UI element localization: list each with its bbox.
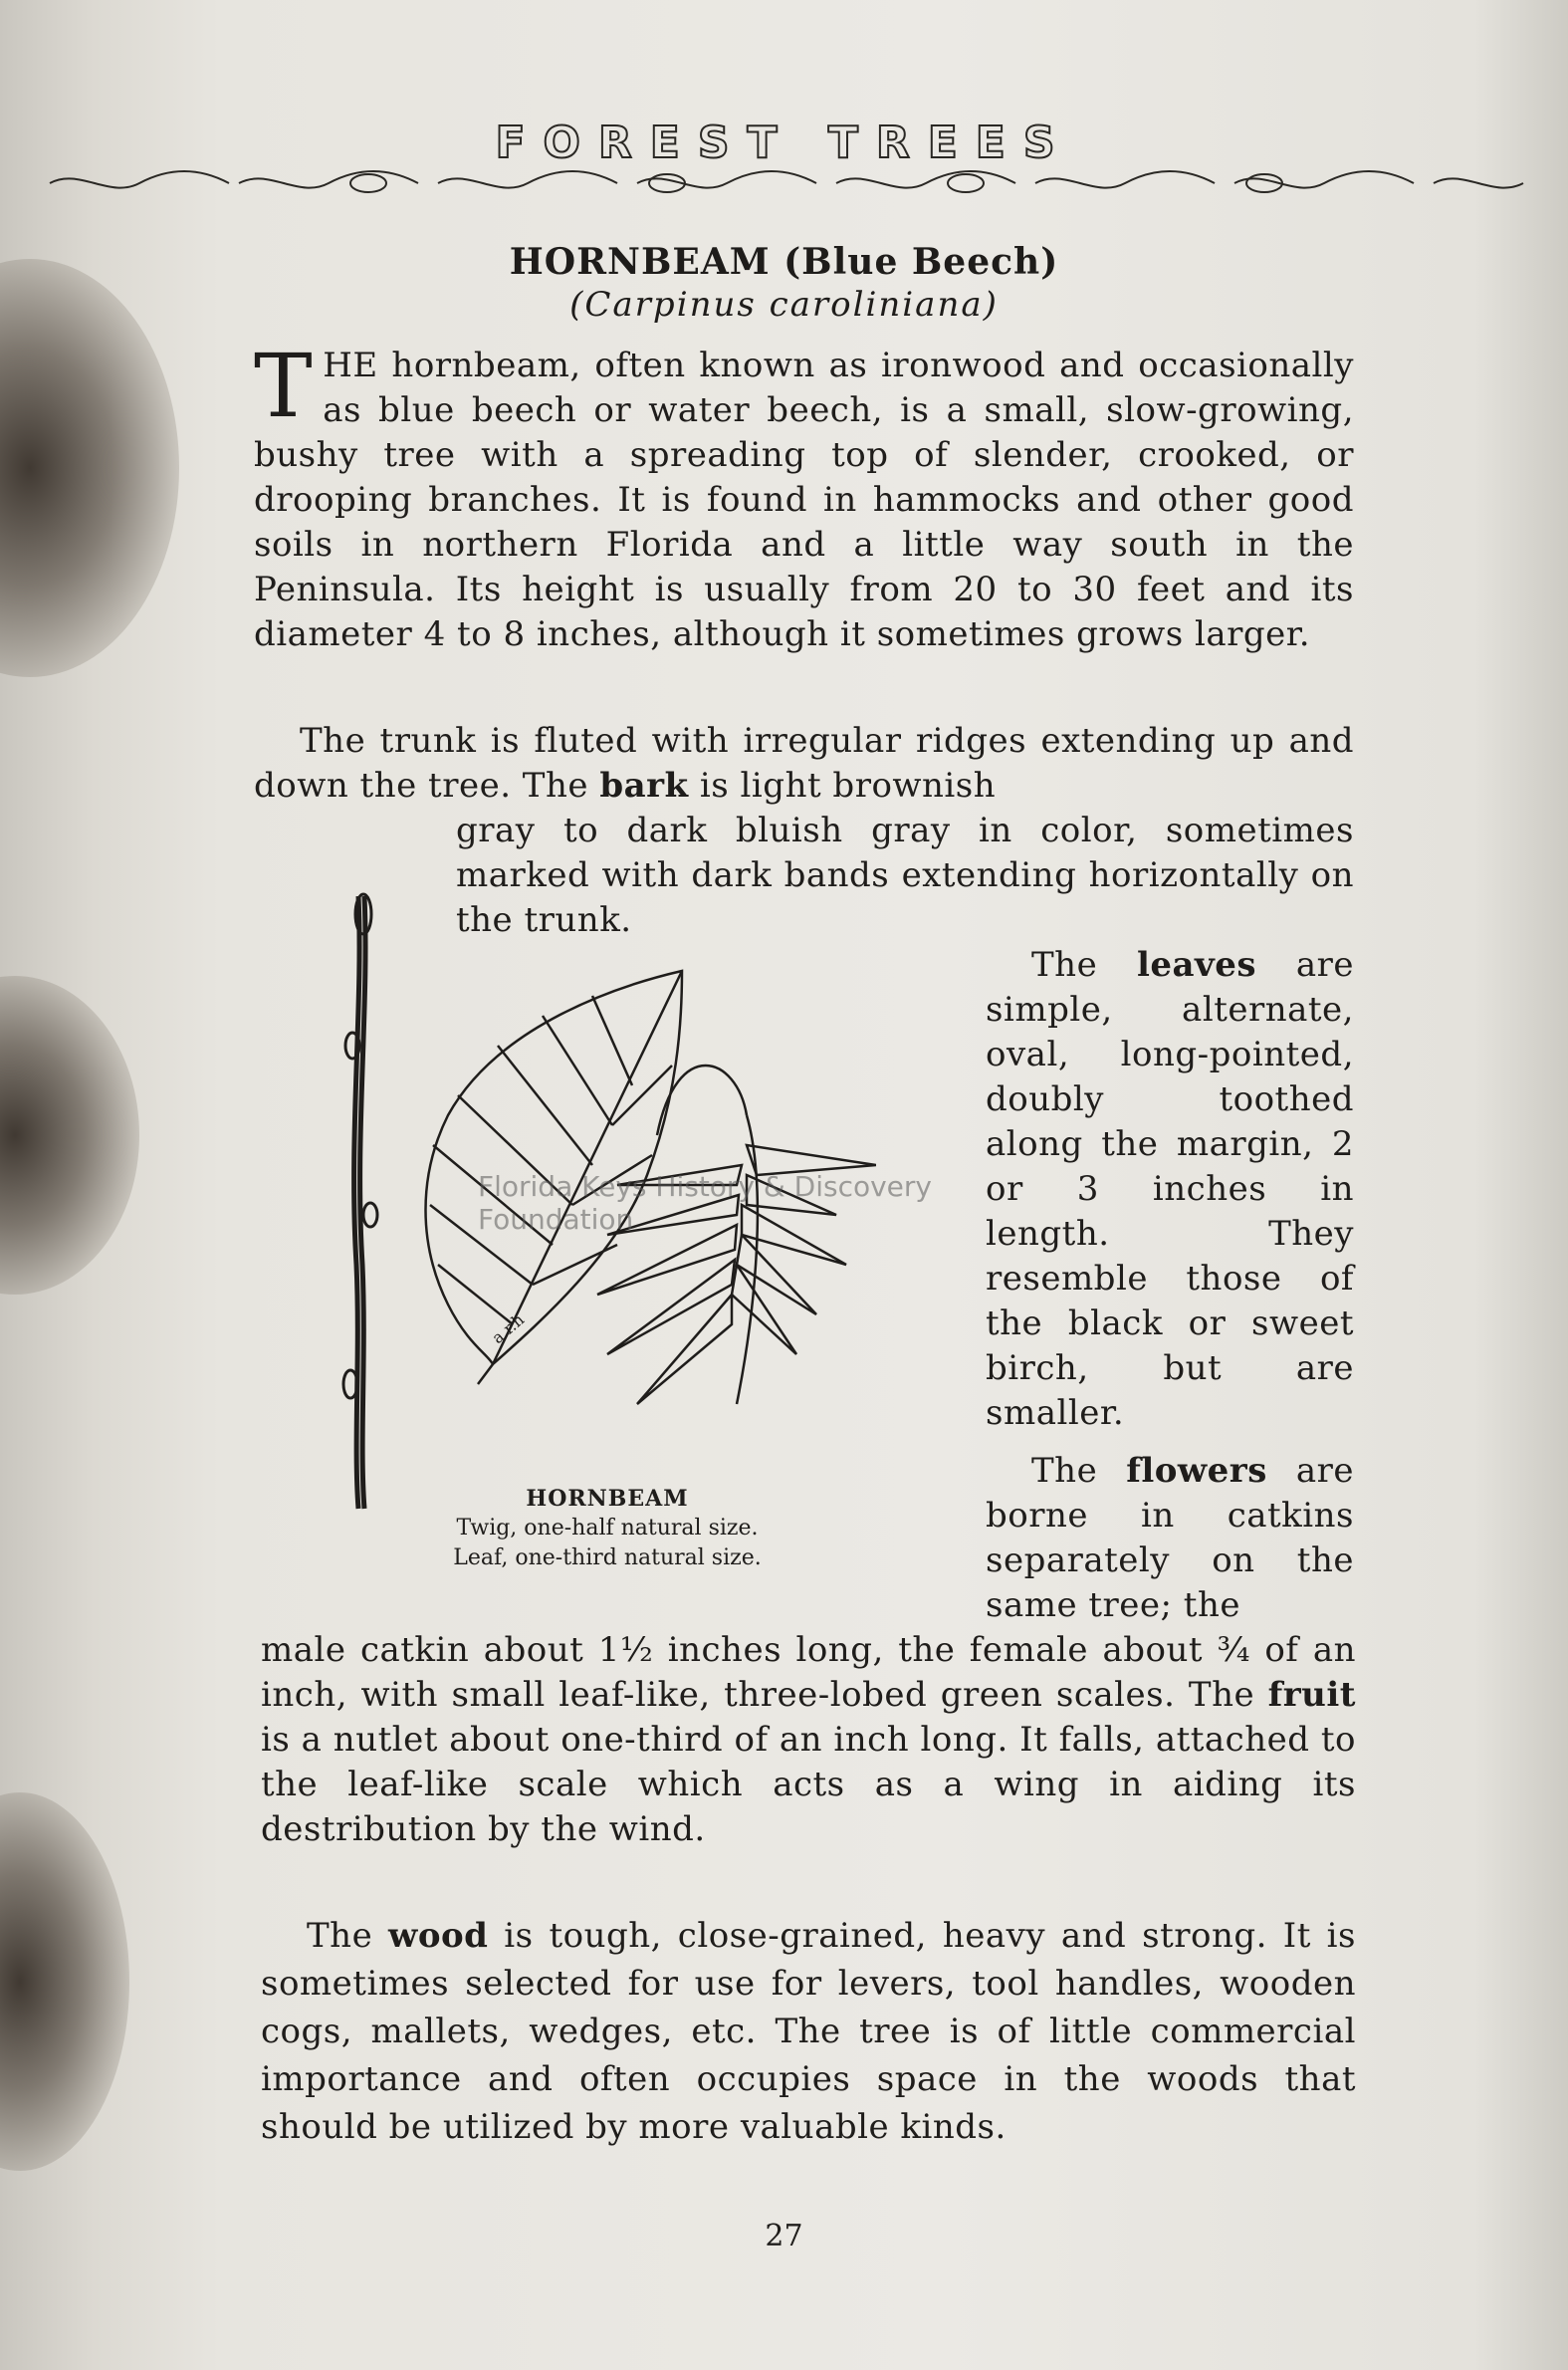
watermark: Florida Keys History & Discovery Foundation: [478, 1170, 932, 1236]
paragraph-intro: THE hornbeam, often known as ironwood and occasionally as blue beech or water beech, is a small, slow-growing, bushy tree with a spreading top of slender, crooked, or drooping branches. It is found in hammocks and other good soils in northern Florida and a little way south in the Peninsula. Its height is usually from 20 to 30 feet and its diameter 4 to 8 inches, although it sometimes grows larger.: [254, 335, 1354, 654]
twig-drawing: [343, 894, 377, 1509]
burn-stain: [0, 1792, 129, 2171]
caption-line: Leaf, one-third natural size.: [453, 1545, 762, 1570]
paragraph-wood: The wood is tough, close-grained, heavy and strong. It is sometimes selected for use for levers, tool handles, wooden cogs, mallets, wedges, etc. The tree is of little commercial importance and often occupies space in the woods that should be utilized by more valuable kinds.: [261, 1916, 1357, 2147]
artist-initials: a.r.h: [488, 1309, 529, 1348]
article-title: HORNBEAM (Blue Beech): [509, 241, 1059, 283]
page-number: 27: [765, 2219, 803, 2253]
paragraph-leaves: The leaves are simple, alternate, oval, long-pointed, doubly toothed along the margin, 2 or 3 inches in length. They resemble those of the black or sweet birch, but are smaller.: [986, 945, 1354, 1433]
figure-caption: [378, 1484, 836, 1573]
burn-stain: [0, 976, 139, 1295]
paragraph-trunk: The trunk is fluted with irregular ridges extending up and down the tree. The bark is light brownish: [254, 721, 1354, 806]
decorative-border: [40, 159, 1553, 207]
paragraph-bark-continued: gray to dark bluish gray in color, sometimes marked with dark bands extending horizontally on the trunk.: [456, 811, 1354, 940]
article-subtitle: (Carpinus caroliniana): [569, 285, 999, 325]
caption-line: Twig, one-half natural size.: [456, 1516, 759, 1540]
paragraph-fruit: male catkin about 1½ inches long, the female about ¾ of an inch, with small leaf-like, three-lobed green scales. The fruit is a nutlet about one-third of an inch long. It falls, attached to the leaf-like scale which acts as a wing in aiding its destribution by the wind.: [261, 1630, 1356, 1849]
paragraph-flowers: The flowers are borne in catkins separately on the same tree; the: [986, 1451, 1355, 1625]
caption-title: HORNBEAM: [526, 1486, 689, 1512]
drop-cap: T: [254, 335, 314, 437]
running-header: FOREST TREES: [495, 118, 1073, 168]
